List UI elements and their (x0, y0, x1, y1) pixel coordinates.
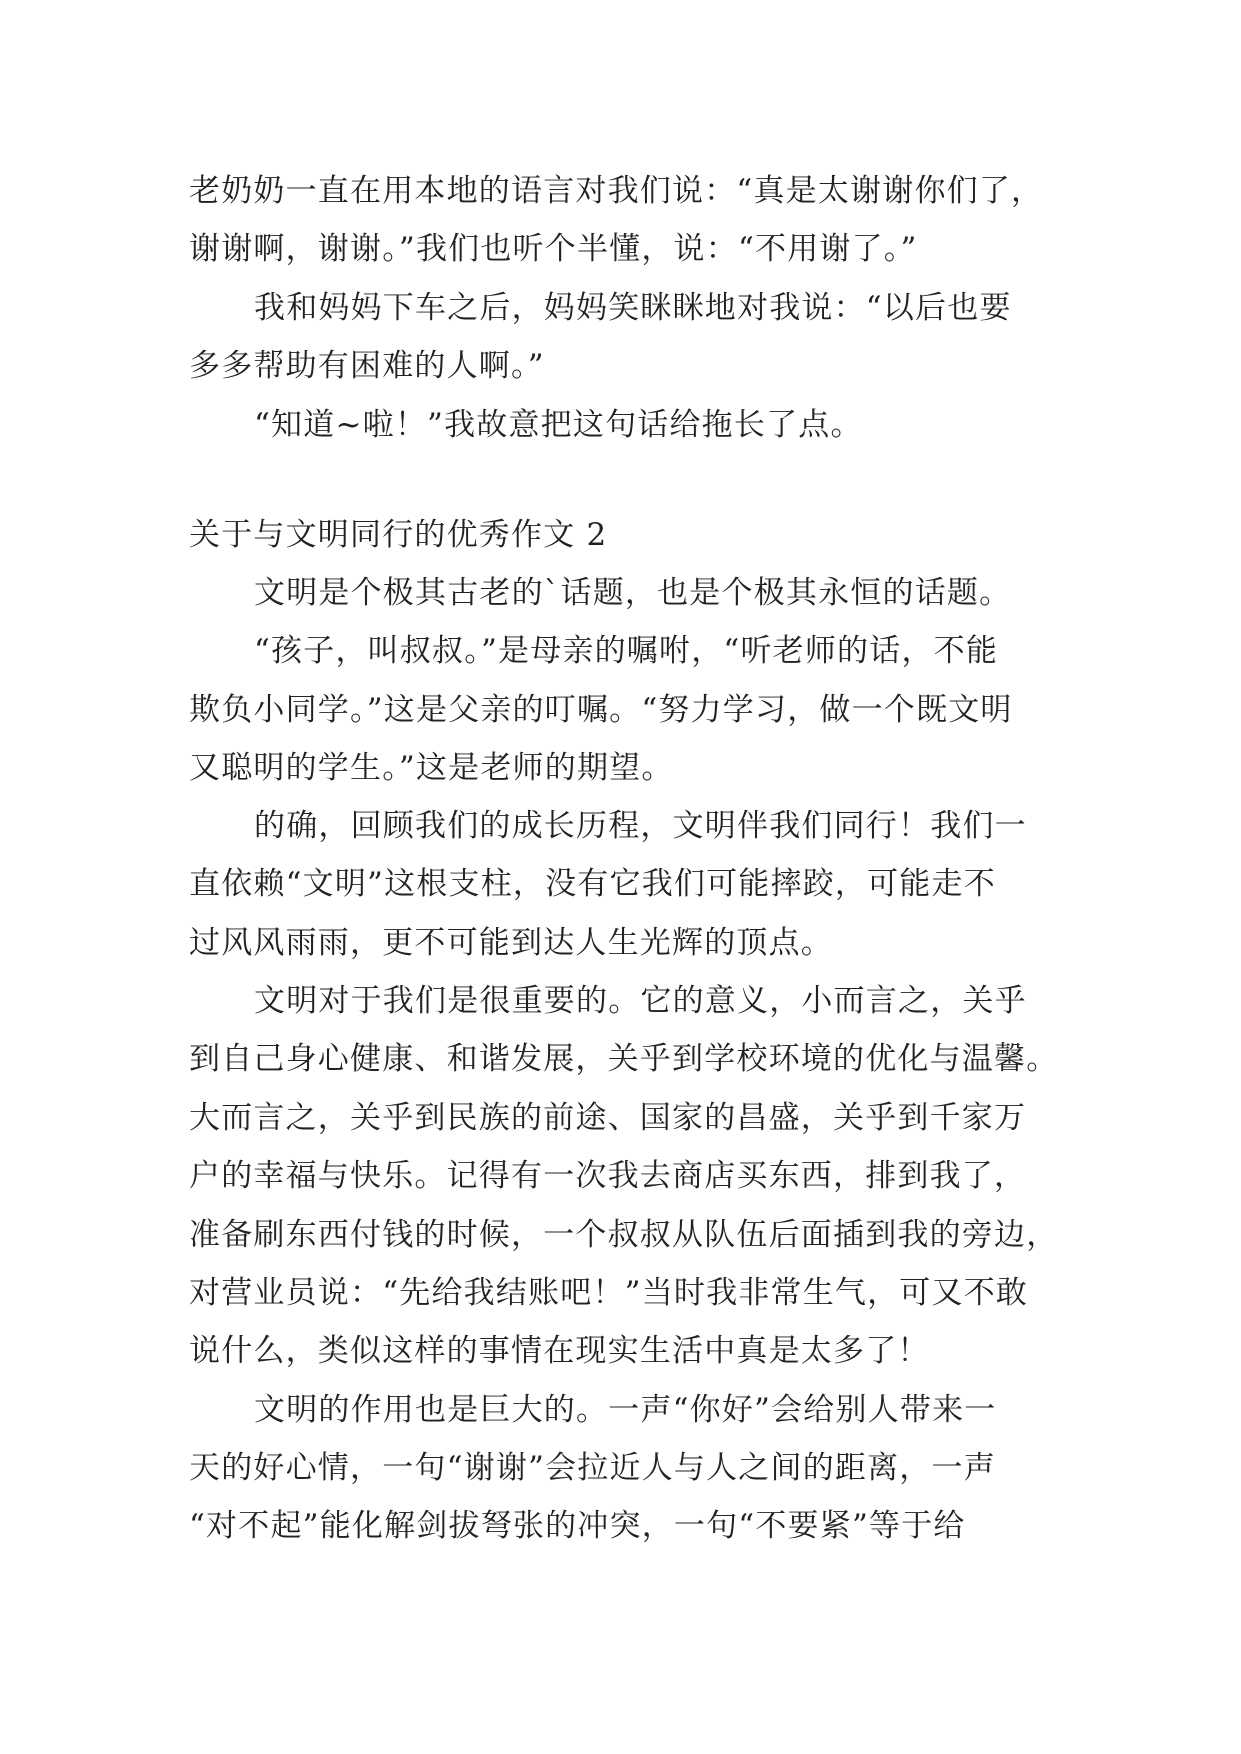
paragraph-line: 天的好心情，一句“谢谢”会拉近人与人之间的距离，一声 (189, 1450, 996, 1486)
paragraph-line: “对不起”能化解剑拔弩张的冲突，一句“不要紧”等于给 (189, 1508, 966, 1544)
paragraph-line: 的确，回顾我们的成长历程，文明伴我们同行！我们一 (254, 808, 1027, 844)
paragraph-line: “知道~啦！”我故意把这句话给拖长了点。 (254, 407, 863, 443)
paragraph-line: 欺负小同学。”这是父亲的叮嘱。“努力学习，做一个既文明 (189, 692, 1013, 728)
paragraph-line: 大而言之，关乎到民族的前途、国家的昌盛，关乎到千家万 (189, 1100, 1027, 1136)
paragraph-line: 户的幸福与快乐。记得有一次我去商店买东西，排到我了， (189, 1158, 1027, 1194)
paragraph-line: 多多帮助有困难的人啊。” (189, 348, 545, 384)
paragraph-line: 老奶奶一直在用本地的语言对我们说：“真是太谢谢你们了， (189, 173, 1044, 209)
paragraph-line: 文明是个极其古老的`话题，也是个极其永恒的话题。 (254, 575, 1012, 611)
paragraph-line: 说什么，类似这样的事情在现实生活中真是太多了！ (189, 1333, 930, 1369)
paragraph-line: 过风风雨雨，更不可能到达人生光辉的顶点。 (189, 925, 833, 961)
paragraph-line: 到自己身心健康、和谐发展，关乎到学校环境的优化与温馨。 (189, 1041, 1059, 1077)
paragraph-line: 我和妈妈下车之后，妈妈笑眯眯地对我说：“以后也要 (254, 290, 1012, 326)
paragraph-line: 文明的作用也是巨大的。一声“你好”会给别人带来一 (254, 1392, 997, 1428)
paragraph-line: 准备刷东西付钱的时候，一个叔叔从队伍后面插到我的旁边， (189, 1217, 1059, 1253)
paragraph-line: 又聪明的学生。”这是老师的期望。 (189, 750, 674, 786)
paragraph-line: “孩子，叫叔叔。”是母亲的嘱咐，“听老师的话，不能 (254, 633, 999, 669)
section-heading: 关于与文明同行的优秀作文 2 (189, 517, 608, 553)
paragraph-line: 对营业员说：“先给我结账吧！”当时我非常生气，可又不敢 (189, 1275, 1029, 1311)
paragraph-line: 谢谢啊，谢谢。”我们也听个半懂，说：“不用谢了。” (189, 231, 918, 267)
paragraph-line: 直依赖“文明”这根支柱，没有它我们可能摔跤，可能走不 (189, 866, 996, 902)
paragraph-line: 文明对于我们是很重要的。它的意义，小而言之，关乎 (254, 983, 1027, 1019)
